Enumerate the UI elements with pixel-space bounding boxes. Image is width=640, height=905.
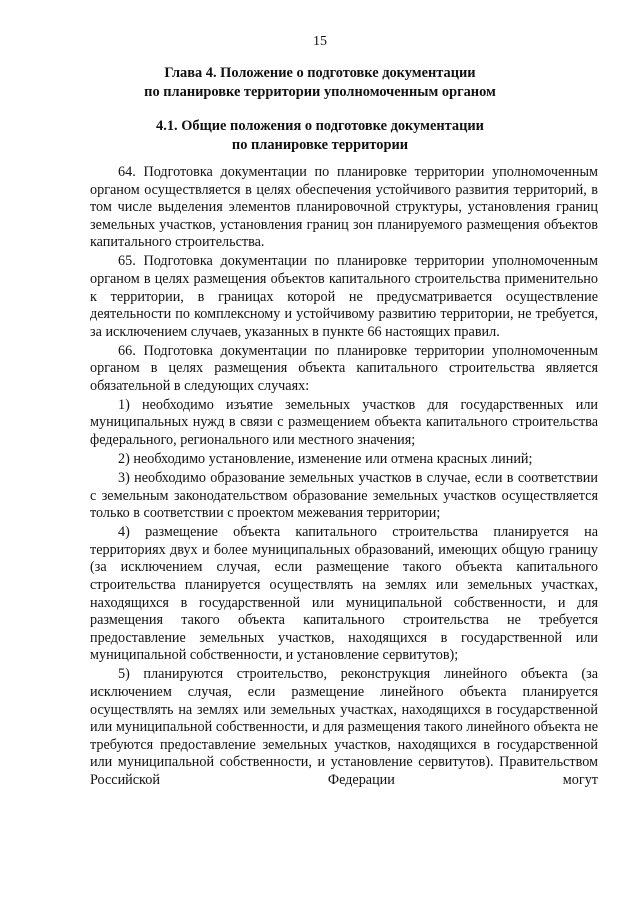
paragraph-65: 65. Подготовка документации по планировке территории уполномоченным органом в целях размещения объектов капитального строительства применительно к территории, в границах которой не предусматривается осуществление деятельности по комплексному и устойчивому развитию территории, не требуется, за исключением случаев, указанных в пункте 66 настоящих правил.	[90, 253, 598, 340]
section-title-line: 4.1. Общие положения о подготовке документации	[156, 118, 484, 134]
chapter-title-line: Глава 4. Положение о подготовке документации	[164, 65, 476, 81]
list-item-1: 1) необходимо изъятие земельных участков для государственных или муниципальных нужд в связи с размещением объекта капитального строительства федерального, регионального или местного значения;	[90, 396, 598, 449]
list-item-2: 2) необходимо установление, изменение или отмена красных линий;	[118, 451, 533, 468]
paragraph-64: 64. Подготовка документации по планировке территории уполномоченным органом осуществляется в целях обеспечения устойчивого развития территорий, в том числе выделения элементов планировочной структуры, установления границ земельных участков, установления границ зон планируемого размещения объектов капитального строительства.	[90, 164, 598, 251]
section-title-line: по планировке территории	[231, 137, 409, 153]
list-item-4: 4) размещение объекта капитального строительства планируется на территориях двух и более муниципальных образований, имеющих общую границу (за исключением случая, если размещение такого объекта капитального строительства планируется осуществлять на землях или земельных участках, находящихся в государственной или муниципальной собственности, и для размещения такого объекта капитального строительства не требуется предоставление земельных участков, находящихся в государственной или муниципальной собственности, и установление сервитутов);	[90, 524, 598, 664]
chapter-title	[60, 64, 580, 102]
list-item-3: 3) необходимо образование земельных участков в случае, если в соответствии с земельным законодательством образование земельных участков осуществляется только в соответствии с проектом межевания территории;	[90, 470, 598, 522]
document-body	[90, 164, 598, 791]
list-item-5: 5) планируются строительство, реконструкция линейного объекта (за исключением случая, если размещение линейного объекта планируется осуществлять на землях или земельных участках, находящихся в государственной или муниципальной собственности, и для размещения такого линейного объекта не требуются предоставление земельных участков, находящихся в государственной или муниципальной собственности, и установление сервитутов). Правительством Российской Федерации могут	[90, 666, 598, 788]
page-number: 15	[313, 34, 327, 49]
paragraph-66: 66. Подготовка документации по планировке территории уполномоченным органом в целях размещения объекта капитального строительства является обязательной в следующих случаях:	[90, 342, 598, 394]
section-title	[60, 117, 580, 155]
chapter-title-line: по планировке территории уполномоченным органом	[144, 84, 496, 100]
